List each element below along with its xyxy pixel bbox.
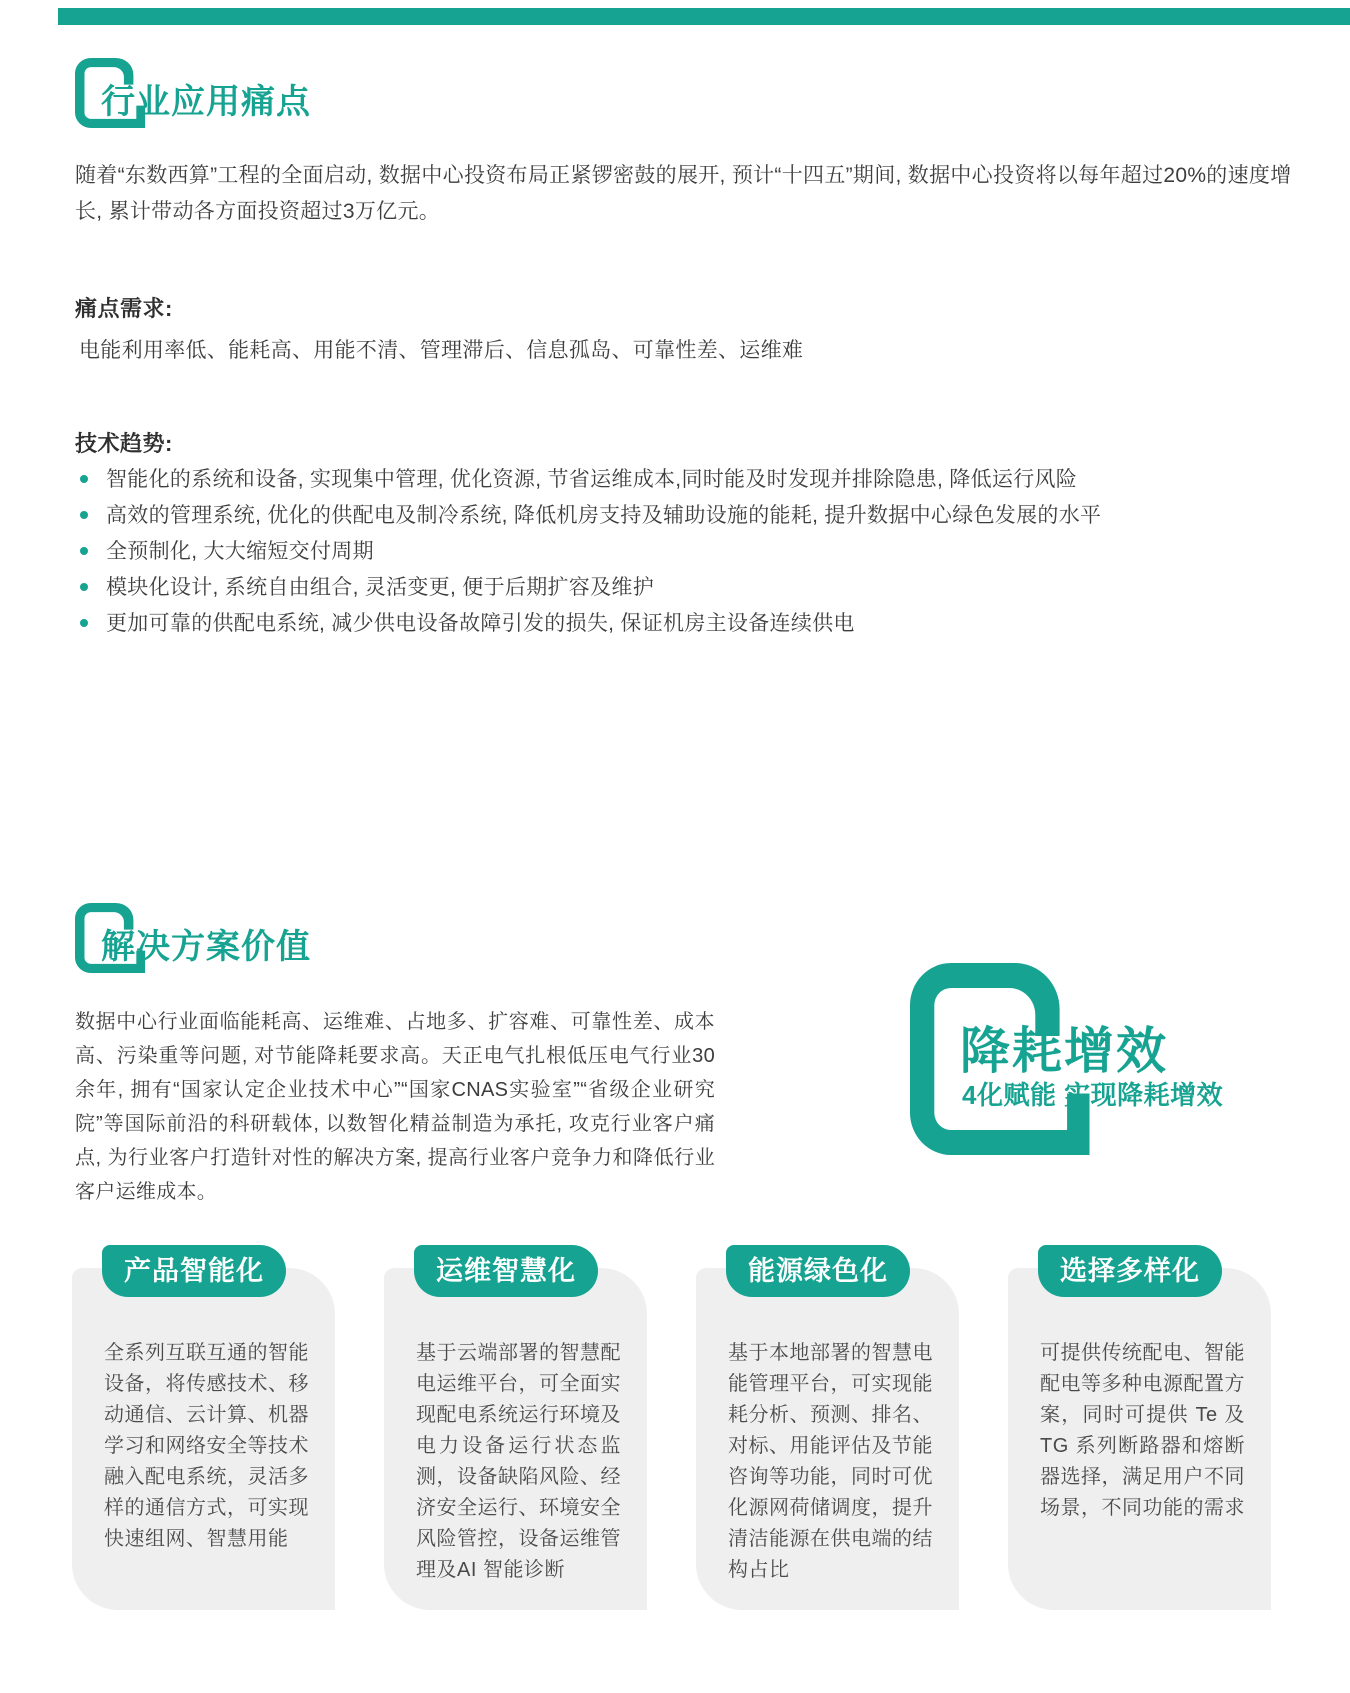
card-body-text: 全系列互联互通的智能设备，将传感技术、移动通信、云计算、机器学习和网络安全等技术融入配电系统，灵活多样的通信方式，可实现快速组网、智慧用能 <box>104 1342 309 1550</box>
tech-trend-list <box>78 468 1318 648</box>
feature-subtitle: 4化赋能 实现降耗增效 <box>962 1080 1224 1110</box>
cards-row <box>72 1256 1271 1610</box>
trend-item-text: 全预制化, 大大缩短交付周期 <box>106 540 374 563</box>
card-body-text: 基于云端部署的智慧配电运维平台，可全面实现配电系统运行环境及电力设备运行状态监测，设备缺陷风险、经济安全运行、环境安全风险管控，设备运维管理及AI 智能诊断 <box>416 1342 621 1581</box>
bullet-dot <box>80 547 88 555</box>
pain-demand-text: 电能利用率低、能耗高、用能不清、管理滞后、信息孤岛、可靠性差、运维难 <box>79 339 804 362</box>
trend-item <box>78 540 1318 563</box>
feature-title: 降耗增效 <box>960 1023 1168 1079</box>
section-pain-header <box>75 58 575 130</box>
section-value-header <box>75 903 575 975</box>
trend-item <box>78 504 1318 527</box>
card-product-intelligence <box>72 1256 335 1610</box>
card-body-text: 基于本地部署的智慧电能管理平台，可实现能耗分析、预测、排名、对标、用能评估及节能咨询等功能，同时可优化源网荷储调度，提升清洁能源在供电端的结构占比 <box>728 1342 933 1581</box>
trend-item-text: 更加可靠的供配电系统, 减少供电设备故障引发的损失, 保证机房主设备连续供电 <box>106 612 855 635</box>
card-green-energy <box>696 1256 959 1610</box>
pain-demand-heading: 痛点需求: <box>75 296 173 321</box>
section-value-title: 解决方案价值 <box>101 928 311 966</box>
trend-item <box>78 576 1318 599</box>
tech-trend-heading: 技术趋势: <box>75 431 173 456</box>
top-accent-bar <box>58 8 1350 25</box>
card-body-text: 可提供传统配电、智能配电等多种电源配置方案，同时可提供 Te 及TG 系列断路器和熔断器选择，满足用户不同场景，不同功能的需求 <box>1040 1342 1245 1519</box>
bullet-dot <box>80 583 88 591</box>
card-diverse-choice <box>1008 1256 1271 1610</box>
card-label-pill: 选择多样化 <box>1038 1245 1222 1297</box>
value-paragraph: 数据中心行业面临能耗高、运维难、占地多、扩容难、可靠性差、成本高、污染重等问题, 对节能降耗要求高。天正电气扎根低压电气行业30余年, 拥有“国家认定企业技术中心”“国家CNAS实验室”“省级企业研究院”等国际前沿的科研载体, 以数智化精益制造为承托, 攻克行业客户痛点, 为行业客户打造针对性的解决方案, 提高行业客户竞争力和降低行业客户运维成本。 <box>75 1011 715 1203</box>
trend-item-text: 高效的管理系统, 优化的供配电及制冷系统, 降低机房支持及辅助设施的能耗, 提升数据中心绿色发展的水平 <box>106 504 1102 527</box>
card-smart-operations <box>384 1256 647 1610</box>
intro-paragraph: 随着“东数西算”工程的全面启动, 数据中心投资布局正紧锣密鼓的展开, 预计“十四五”期间, 数据中心投资将以每年超过20%的速度增长, 累计带动各方面投资超过3万亿元。 <box>75 164 1292 223</box>
card-label-pill: 产品智能化 <box>102 1245 286 1297</box>
bullet-dot <box>80 619 88 627</box>
bullet-dot <box>80 475 88 483</box>
bullet-dot <box>80 511 88 519</box>
trend-item-text: 智能化的系统和设备, 实现集中管理, 优化资源, 节省运维成本,同时能及时发现并排除隐患, 降低运行风险 <box>106 468 1078 491</box>
card-label-pill: 能源绿色化 <box>726 1245 910 1297</box>
section-pain-title: 行业应用痛点 <box>101 83 311 121</box>
trend-item <box>78 612 1318 635</box>
trend-item <box>78 468 1318 491</box>
feature-block <box>910 963 1224 1155</box>
card-label-pill: 运维智慧化 <box>414 1245 598 1297</box>
trend-item-text: 模块化设计, 系统自由组合, 灵活变更, 便于后期扩容及维护 <box>106 576 655 599</box>
